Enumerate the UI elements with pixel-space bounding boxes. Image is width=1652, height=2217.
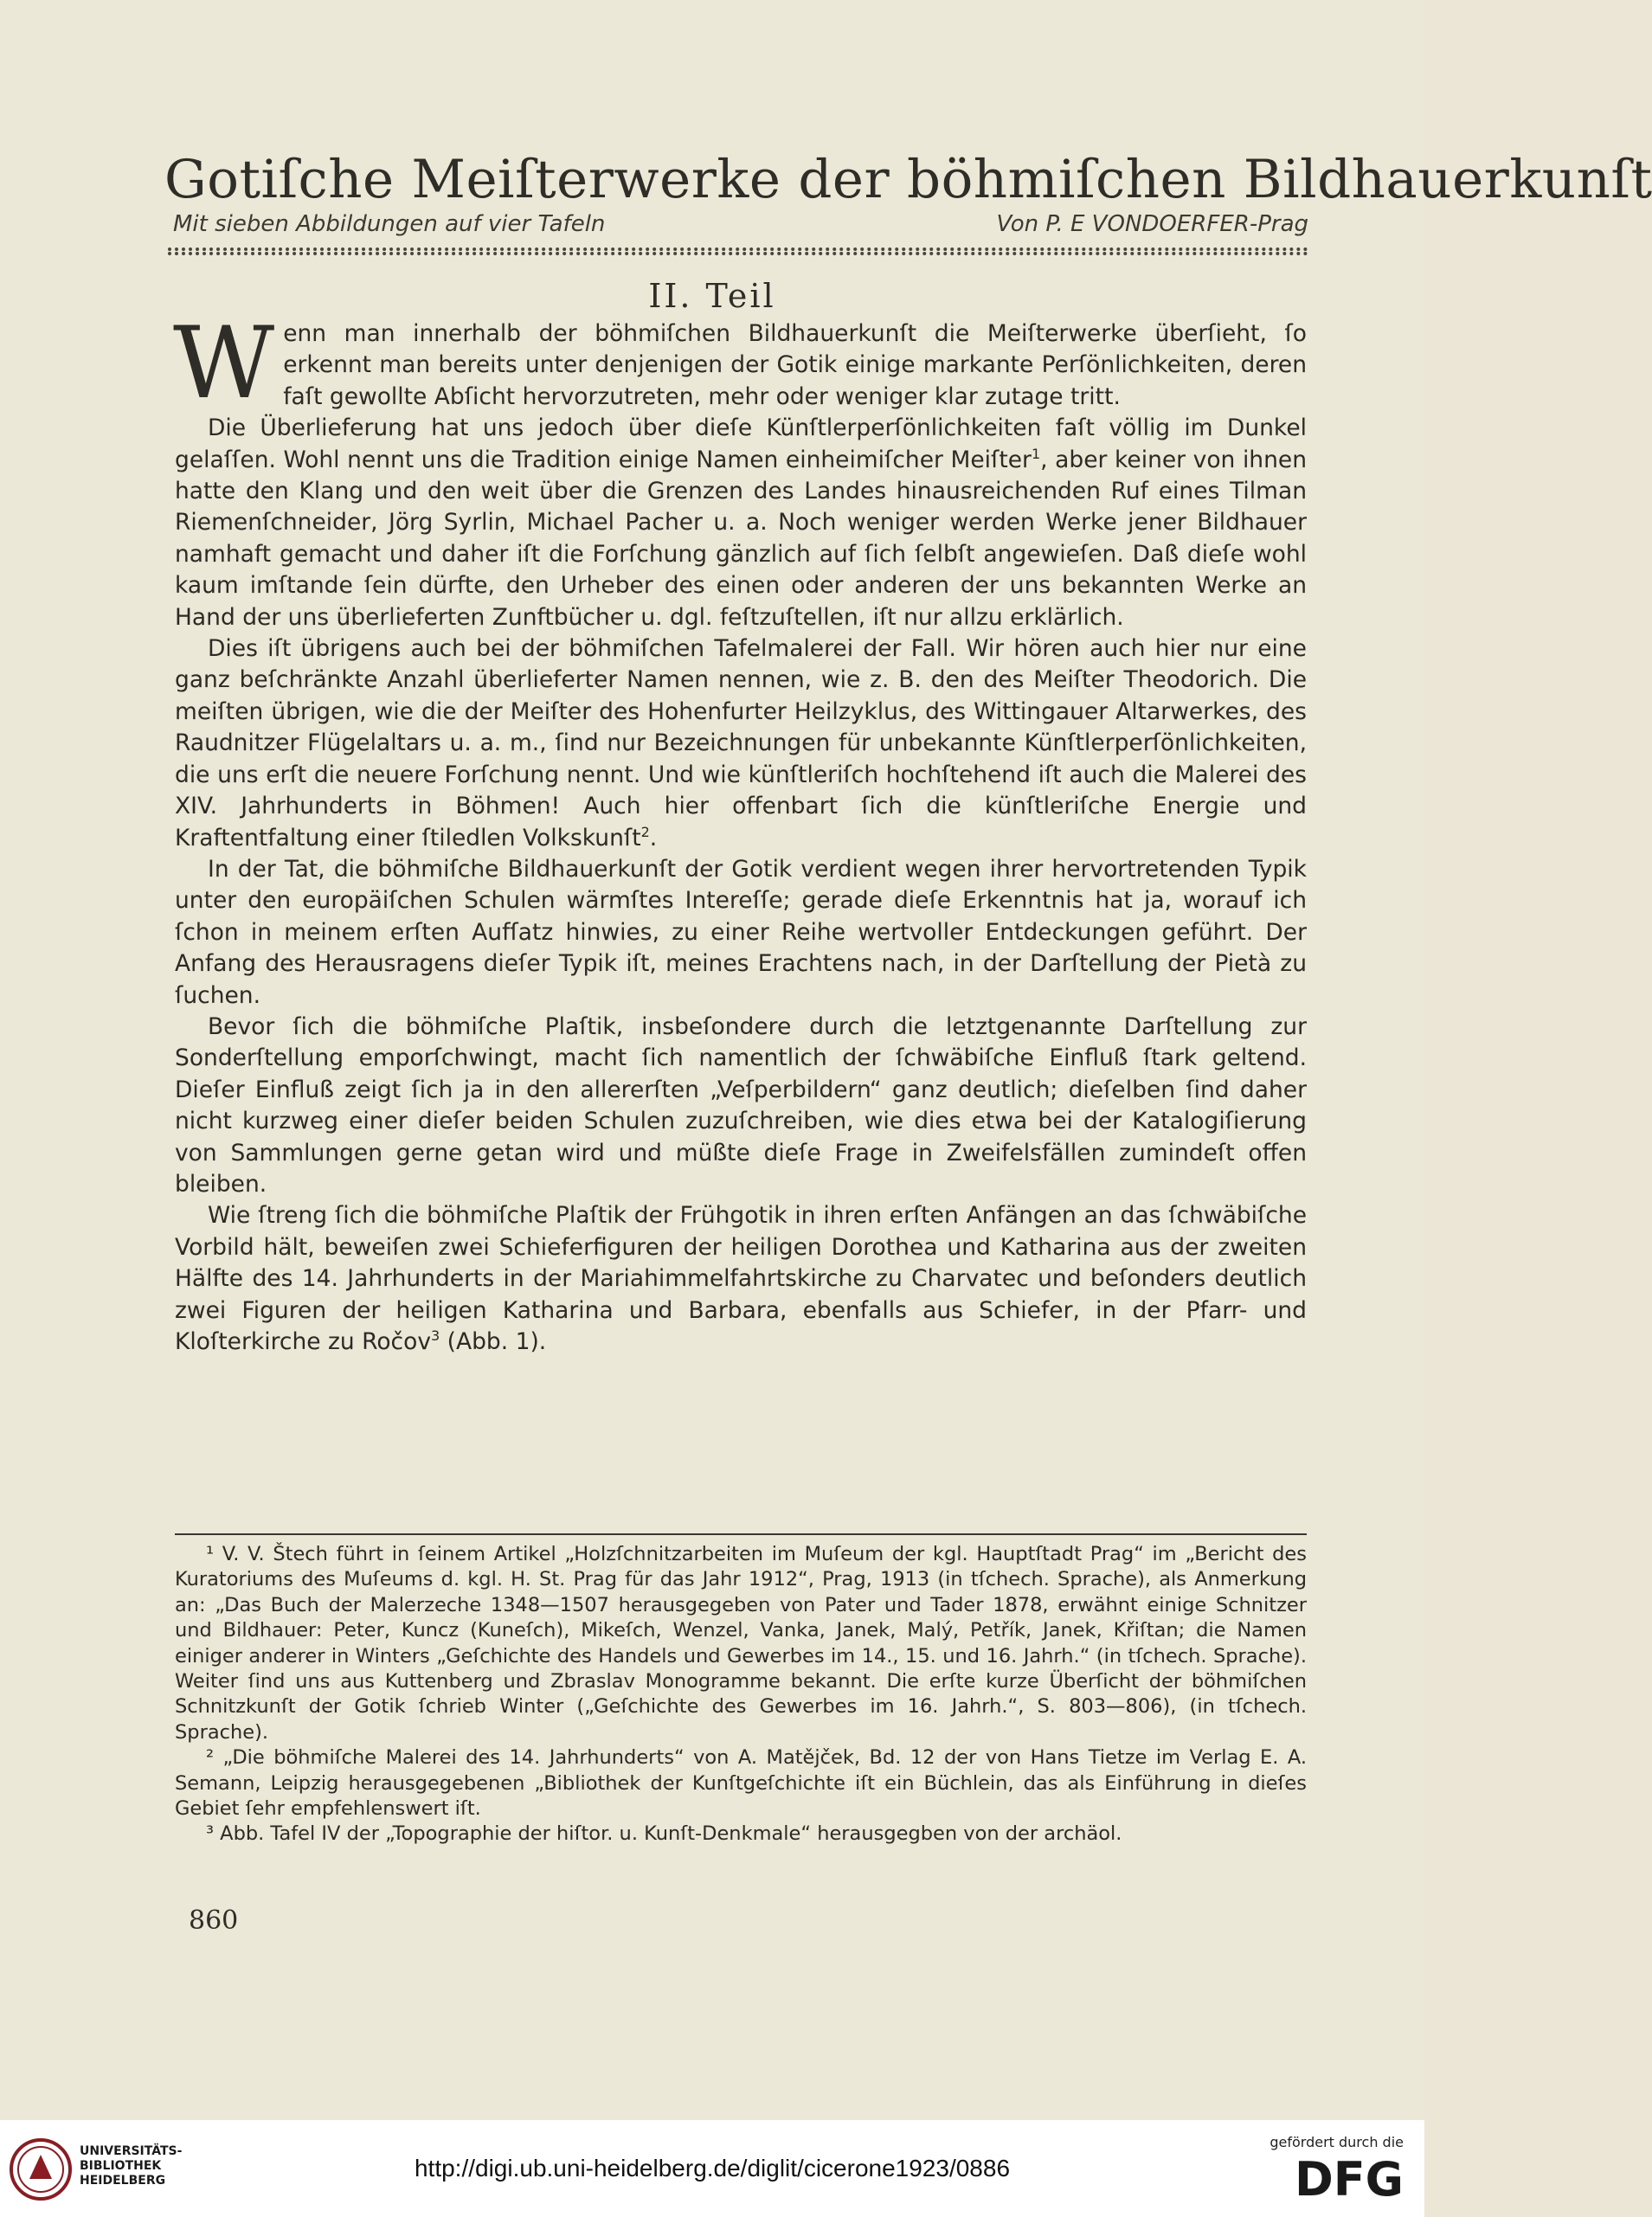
footnote-3: ³ Abb. Tafel IV der „Topographie der hiſtor. u. Kunſt-Denkmale“ herausgegben von der archäol. xyxy=(206,1822,1122,1846)
library-name: UNIVERSITÄTS- BIBLIOTHEK HEIDELBERG xyxy=(80,2144,183,2188)
paragraph-4: In der Tat, die böhmiſche Bildhauerkunſt der Gotik verdient wegen ihrer hervortretenden Typik unter den europäiſchen Schulen wärmſtes Intereſſe; gerade dieſe Erkenntnis hat ja, worauf ich ſchon in meinem erſten Aufſatz hinwies, zu einer Reihe wertvoller Entdeckungen geführt. Der Anfang des Herausragens dieſer Typik iſt, meines Erachtens nach, in der Darſtellung der Pietà zu ſuchen. xyxy=(175,855,1307,1009)
sponsor-label: gefördert durch die xyxy=(1270,2134,1404,2150)
paragraph-2 xyxy=(175,413,1307,633)
digitization-footer xyxy=(0,2120,1424,2217)
paragraph-6-text-b: (Abb. 1). xyxy=(440,1328,547,1355)
paragraph-2-text-a: Die Überlieferung hat uns jedoch über dieſe Künſtlerperſönlichkeiten faſt völlig im Dunkel gelaſſen. Wohl nennt uns die Tradition einige Namen einheimiſcher Meiſter xyxy=(175,414,1307,473)
article-body xyxy=(173,305,1307,1358)
footnote-2: ² „Die böhmiſche Malerei des 14. Jahrhunderts“ von A. Matějček, Bd. 12 der von Hans Tietze im Verlag E. A. Semann, Leipzig herausgegebenen „Bibliothek der Kunſtgeſchichte iſt ein Büchlein, das als Einführung in dieſes Gebiet ſehr empfehlenswert iſt. xyxy=(175,1746,1307,1821)
paragraph-3-text-b: . xyxy=(649,824,658,851)
paragraph-3 xyxy=(175,633,1307,854)
drop-cap: W xyxy=(173,305,275,421)
paragraph-1-text: enn man innerhalb der böhmiſchen Bildhauerkunſt die Meiſterwerke überſieht, ſo erkennt man bereits unter denjenigen der Gotik einige markante Perſönlichkeiten, deren faſt gewollte Abſicht hervorzutreten, mehr oder weniger klar zutage tritt. xyxy=(283,320,1307,410)
article-title: Gotiſche Meiſterwerke der böhmiſchen Bildhauerkunſt xyxy=(164,149,1652,210)
permalink xyxy=(0,2155,1424,2182)
footnote-divider xyxy=(175,1533,1307,1535)
paragraph-2-text-b: , aber keiner von ihnen hatte den Klang und den weit über die Grenzen des Landes hinausreichenden Ruf eines Tilman Riemenſchneider, Jörg Syrlin, Michael Pacher u. a. Noch weniger werden Werke jener Bildhauer namhaft gemacht und daher iſt die Forſchung gänzlich auf ſich ſelbſt angewieſen. Daß dieſe wohl kaum imſtande ſein dürfte, den Urheber des einen oder anderen der uns bekannten Werke an Hand der uns überlieferten Zunftbücher u. dgl. feſtzuſtellen, iſt nur allzu erklärlich. xyxy=(175,446,1307,631)
paragraph-1 xyxy=(173,305,1307,421)
footnote-1: ¹ V. V. Štech führt in ſeinem Artikel „Holzſchnitzarbeiten im Muſeum der kgl. Hauptſtadt Prag“ im „Bericht des Kuratoriums des Muſeums d. kgl. H. St. Prag für das Jahr 1912“, Prag, 1913 (in tſchech. Sprache), als Anmerkung an: „Das Buch der Malerzeche 1348—1507 herausgegeben von Pater und Tader 1878, erwähnt einige Schnitzer und Bildhauer: Peter, Kuncz (Kuneſch), Mikeſch, Wenzel, Vanka, Janek, Malý, Petřík, Janek, Křiſtan; die Namen einiger anderer in Winters „Geſchichte des Handels und Gewerbes im 14., 15. und 16. Jahrh.“ (in tſchech. Sprache). Weiter ſind uns aus Kuttenberg und Zbraslav Monogramme bekannt. Die erſte kurze Überſicht der böhmiſchen Schnitzkunſt der Gotik ſchrieb Winter („Geſchichte des Gewerbes im 16. Jahrh.“, S. 803—806), (in tſchech. Sprache). xyxy=(175,1543,1307,1744)
paragraph-5: Bevor ſich die böhmiſche Plaſtik, insbeſondere durch die letztgenannte Darſtellung zur Sonderſtellung emporſchwingt, macht ſich namentlich der ſchwäbiſche Einfluß ſtark geltend. Dieſer Einfluß zeigt ſich ja in den allererſten „Veſperbildern“ ganz deutlich; dieſelben ſind daher nicht kurzweg einer dieſer beiden Schulen zuzuſchreiben, wie dies etwa bei der Katalogiſierung von Sammlungen gerne getan wird und müßte dieſe Frage in Zweifelsfällen zumindeſt offen bleiben. xyxy=(175,1012,1307,1198)
section-heading: II. Teil xyxy=(648,277,776,315)
dfg-logo-text: DFG xyxy=(1294,2152,1404,2207)
paragraph-3-text-a: Dies iſt übrigens auch bei der böhmiſchen Tafelmalerei der Fall. Wir hören auch hier nur eine ganz beſchränkte Anzahl überlieferter Namen nennen, wie z. B. den des Meiſter Theodorich. Die meiſten übrigen, wie die der Meiſter des Hohenfurter Heilzyklus, des Wittingauer Altarwerkes, des Raudnitzer Flügelaltars u. a. m., ſind nur Bezeichnungen für unbekannte Künſtlerperſönlichkeiten, die uns erſt die neuere Forſchung nennt. Und wie künſtleriſch hochſtehend iſt auch die Malerei des XIV. Jahrhunderts in Böhmen! Auch hier offenbart ſich die künſtleriſche Energie und Kraftentfaltung einer ſtiledlen Volkskunſt xyxy=(175,635,1307,851)
permalink-url[interactable]: http://digi.ub.uni-heidelberg.de/diglit/cicerone1923/0886 xyxy=(414,2155,1011,2182)
footnote-ref-2: 2 xyxy=(640,823,650,840)
article-subtitle: Mit sieben Abbildungen auf vier Tafeln xyxy=(173,211,606,237)
footnote-ref-3: 3 xyxy=(431,1327,440,1345)
dfg-logo-icon[interactable] xyxy=(1274,2152,1404,2207)
footnote-ref-1: 1 xyxy=(1031,445,1041,462)
article-author: Von P. E VONDOERFER-Prag xyxy=(996,211,1308,237)
paragraph-6 xyxy=(175,1200,1307,1358)
paragraph-6-text-a: Wie ſtreng ſich die böhmiſche Plaſtik der Frühgotik in ihren erſten Anfängen an das ſchwäbiſche Vorbild hält, beweiſen zwei Schieferfiguren der heiligen Dorothea und Katharina aus der zweiten Hälfte des 14. Jahrhunderts in der Mariahimmelfahrtskirche zu Charvatec und beſonders deutlich zwei Figuren der heiligen Katharina und Barbara, ebenfalls aus Schiefer, in der Pfarr- und Kloſterkirche zu Ročov xyxy=(175,1202,1307,1355)
sponsor-block xyxy=(1248,2134,1404,2207)
footnotes xyxy=(175,1542,1307,1848)
page-number: 860 xyxy=(189,1905,239,1936)
dotted-divider xyxy=(168,247,1308,255)
subtitle-row xyxy=(173,211,1308,237)
